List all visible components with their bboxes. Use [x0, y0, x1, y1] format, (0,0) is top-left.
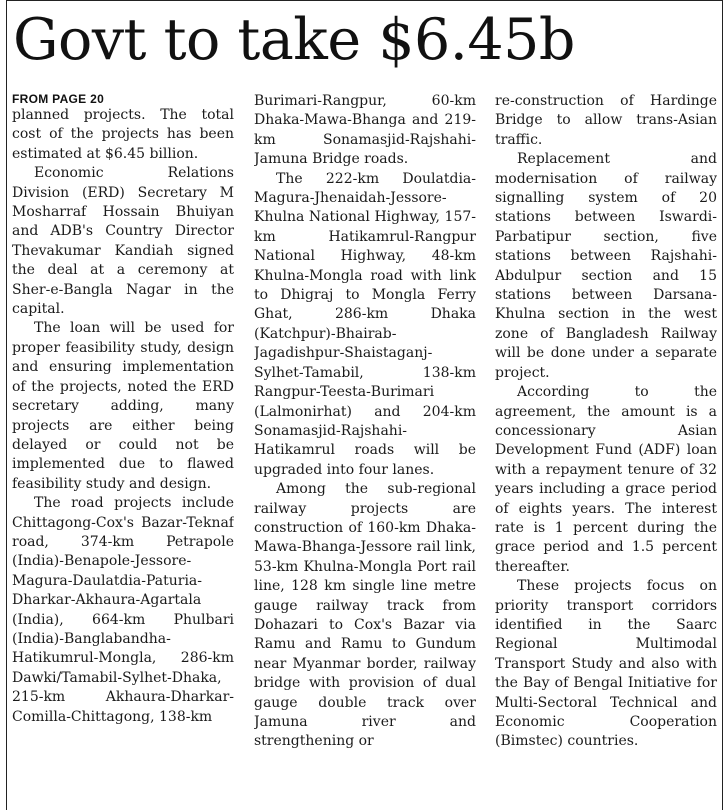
continued-from-kicker: FROM PAGE 20: [12, 92, 105, 106]
paragraph: planned projects. The total cost of the projects has been estimated at $6.45 billion.: [12, 107, 234, 162]
paragraph: The loan will be used for proper feasibility study, design and ensuring implementation of the projects, noted the ERD secretary adding, many projects are either being delayed or could not be implemented due to flawed feasibility study and design.: [12, 320, 234, 492]
paragraph: The 222-km Doulatdia-Magura-Jhenaidah-Jessore-Khulna National Highway, 157-km Hatikamrul-Rangpur National Highway, 48-km Khulna-Mongla road with link to Dhigraj to Mongla Ferry Ghat, 286-km Dhaka (Katchpur)-Bhairab-Jagadishpur-Shaistaganj-Sylhet-Tamabil, 138-km Rangpur-Teesta-Burimari (Lalmonirhat) and 204-km Sonamasjid-Rajshahi-Hatikamrul roads will be upgraded into four lanes.: [254, 170, 476, 478]
headline: Govt to take $6.45b: [13, 7, 575, 73]
column-2: [254, 92, 476, 804]
left-border-rule: [6, 0, 7, 810]
right-border-rule: [722, 0, 723, 810]
paragraph: The road projects include Chittagong-Cox's Bazar-Teknaf road, 374-km Petrapole (India)-Benapole-Jessore-Magura-Daulatdia-Paturia-Dharkar-Akhaura-Agartala (India), 664-km Phulbari (India)-Banglabandha-Hatikumrul-Mongla, 286-km Dawki/Tamabil-Sylhet-Dhaka, 215-km Akhaura-Dharkar-Comilla-Chittagong, 138-km: [12, 495, 234, 725]
paragraph: re-construction of Hardinge Bridge to allow trans-Asian traffic.: [495, 93, 717, 148]
paragraph: These projects focus on priority transport corridors identified in the Saarc Regional Multimodal Transport Study and also with the Bay of Bengal Initiative for Multi-Sectoral Technical and Economic Cooperation (Bimstec) countries.: [495, 578, 717, 750]
top-border-rule: [6, 0, 723, 1]
paragraph: Among the sub-regional railway projects are construction of 160-km Dhaka-Mawa-Bhanga-Jessore rail link, 53-km Khulna-Mongla Port rail line, 128 km single line metre gauge railway track from Dohazari to Cox's Bazar via Ramu and Ramu to Gundum near Myanmar border, railway bridge with provision of dual gauge double track over Jamuna river and strengthening or: [254, 481, 476, 750]
paragraph: Burimari-Rangpur, 60-km Dhaka-Mawa-Bhanga and 219-km Sonamasjid-Rajshahi-Jamuna Bridge roads.: [254, 93, 476, 168]
paragraph: Replacement and modernisation of railway signalling system of 20 stations between Iswardi-Parbatipur section, five stations between Rajshahi-Abdulpur section and 15 stations between Darsana-Khulna section in the west zone of Bangladesh Railway will be done under a separate project.: [495, 151, 717, 381]
column-1: [12, 92, 234, 804]
paragraph: Economic Relations Division (ERD) Secretary M Mosharraf Hossain Bhuiyan and ADB's Country Director Thevakumar Kandiah signed the deal at a ceremony at Sher-e-Bangla Nagar in the capital.: [12, 165, 234, 318]
paragraph: According to the agreement, the amount is a concessionary Asian Development Fund (ADF) loan with a repayment tenure of 32 years including a grace period of eights years. The interest rate is 1 percent during the grace period and 1.5 percent thereafter.: [495, 384, 717, 575]
column-3: [495, 92, 717, 804]
